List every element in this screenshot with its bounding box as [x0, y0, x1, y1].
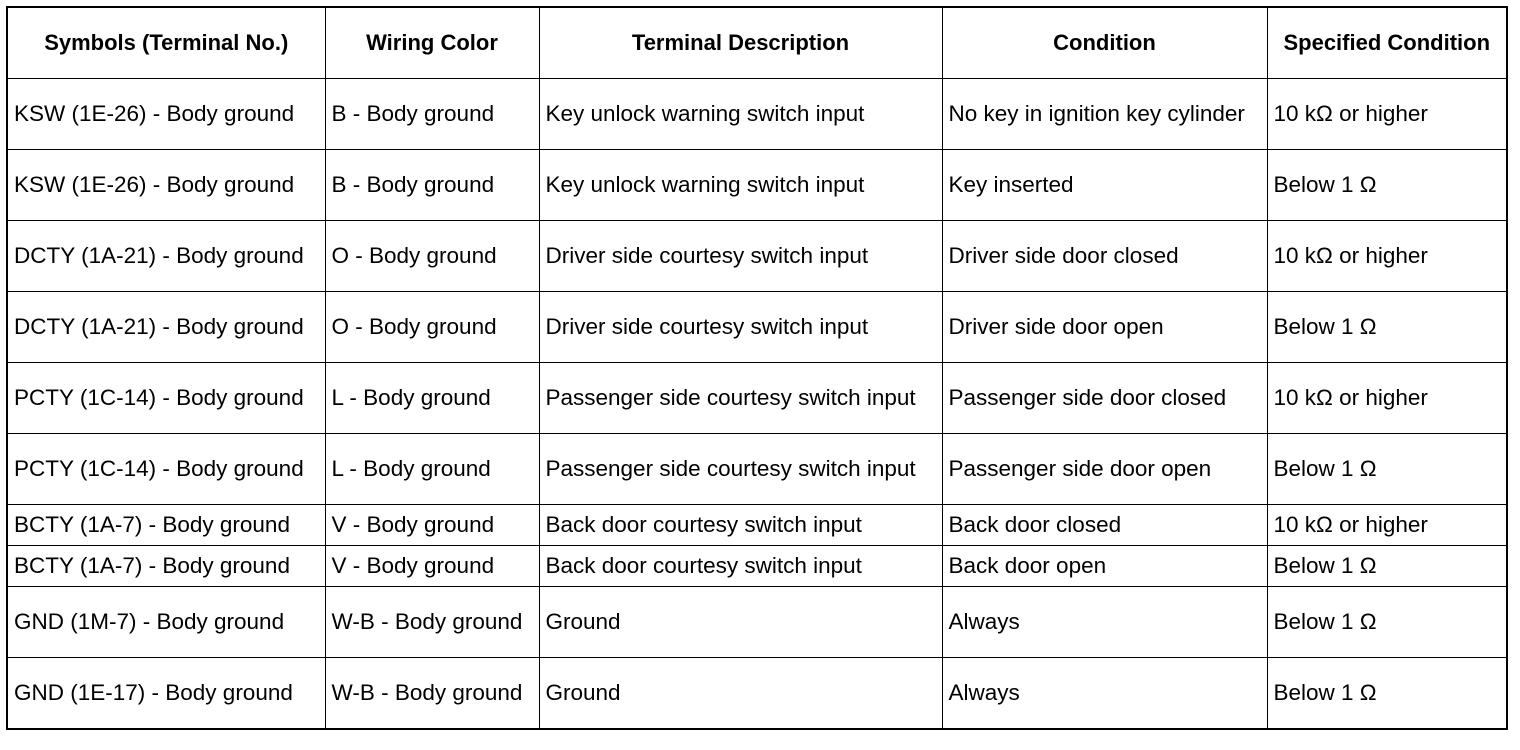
cell-symbol: DCTY (1A-21) - Body ground — [7, 221, 325, 292]
table-row — [7, 587, 1507, 658]
cell-wiring-color: V - Body ground — [325, 505, 539, 546]
cell-symbol: BCTY (1A-7) - Body ground — [7, 546, 325, 587]
cell-terminal-description: Passenger side courtesy switch input — [539, 363, 942, 434]
table-row — [7, 292, 1507, 363]
header-condition: Condition — [942, 7, 1267, 79]
cell-wiring-color: L - Body ground — [325, 434, 539, 505]
cell-wiring-color: B - Body ground — [325, 79, 539, 150]
cell-symbol: GND (1M-7) - Body ground — [7, 587, 325, 658]
cell-wiring-color: O - Body ground — [325, 221, 539, 292]
cell-terminal-description: Back door courtesy switch input — [539, 546, 942, 587]
header-symbols: Symbols (Terminal No.) — [7, 7, 325, 79]
table-header-row — [7, 7, 1507, 79]
cell-condition: Passenger side door open — [942, 434, 1267, 505]
cell-symbol: PCTY (1C-14) - Body ground — [7, 434, 325, 505]
cell-specified-condition: Below 1 Ω — [1267, 434, 1507, 505]
cell-specified-condition: Below 1 Ω — [1267, 658, 1507, 730]
cell-wiring-color: W-B - Body ground — [325, 587, 539, 658]
cell-symbol: DCTY (1A-21) - Body ground — [7, 292, 325, 363]
cell-condition: Back door closed — [942, 505, 1267, 546]
cell-condition: Always — [942, 658, 1267, 730]
cell-terminal-description: Back door courtesy switch input — [539, 505, 942, 546]
cell-wiring-color: O - Body ground — [325, 292, 539, 363]
cell-wiring-color: W-B - Body ground — [325, 658, 539, 730]
cell-condition: Passenger side door closed — [942, 363, 1267, 434]
table-row — [7, 150, 1507, 221]
cell-symbol: BCTY (1A-7) - Body ground — [7, 505, 325, 546]
cell-symbol: PCTY (1C-14) - Body ground — [7, 363, 325, 434]
header-specified-condition: Specified Condition — [1267, 7, 1507, 79]
cell-condition: Always — [942, 587, 1267, 658]
cell-specified-condition: Below 1 Ω — [1267, 546, 1507, 587]
cell-specified-condition: Below 1 Ω — [1267, 587, 1507, 658]
cell-terminal-description: Key unlock warning switch input — [539, 79, 942, 150]
cell-specified-condition: 10 kΩ or higher — [1267, 221, 1507, 292]
cell-condition: Back door open — [942, 546, 1267, 587]
header-wiring-color: Wiring Color — [325, 7, 539, 79]
cell-symbol: KSW (1E-26) - Body ground — [7, 150, 325, 221]
cell-terminal-description: Key unlock warning switch input — [539, 150, 942, 221]
cell-terminal-description: Driver side courtesy switch input — [539, 221, 942, 292]
cell-specified-condition: 10 kΩ or higher — [1267, 79, 1507, 150]
cell-terminal-description: Ground — [539, 587, 942, 658]
table-row — [7, 546, 1507, 587]
cell-wiring-color: B - Body ground — [325, 150, 539, 221]
cell-condition: Driver side door closed — [942, 221, 1267, 292]
cell-specified-condition: 10 kΩ or higher — [1267, 363, 1507, 434]
cell-terminal-description: Ground — [539, 658, 942, 730]
cell-specified-condition: Below 1 Ω — [1267, 292, 1507, 363]
table-row — [7, 221, 1507, 292]
cell-terminal-description: Driver side courtesy switch input — [539, 292, 942, 363]
terminal-spec-table — [6, 6, 1508, 730]
cell-condition: Key inserted — [942, 150, 1267, 221]
table-row — [7, 363, 1507, 434]
cell-specified-condition: 10 kΩ or higher — [1267, 505, 1507, 546]
cell-condition: No key in ignition key cylinder — [942, 79, 1267, 150]
table-row — [7, 434, 1507, 505]
cell-symbol: KSW (1E-26) - Body ground — [7, 79, 325, 150]
cell-symbol: GND (1E-17) - Body ground — [7, 658, 325, 730]
table-row — [7, 658, 1507, 730]
cell-wiring-color: L - Body ground — [325, 363, 539, 434]
table-row — [7, 505, 1507, 546]
cell-specified-condition: Below 1 Ω — [1267, 150, 1507, 221]
cell-condition: Driver side door open — [942, 292, 1267, 363]
cell-wiring-color: V - Body ground — [325, 546, 539, 587]
header-terminal-description: Terminal Description — [539, 7, 942, 79]
cell-terminal-description: Passenger side courtesy switch input — [539, 434, 942, 505]
table-row — [7, 79, 1507, 150]
